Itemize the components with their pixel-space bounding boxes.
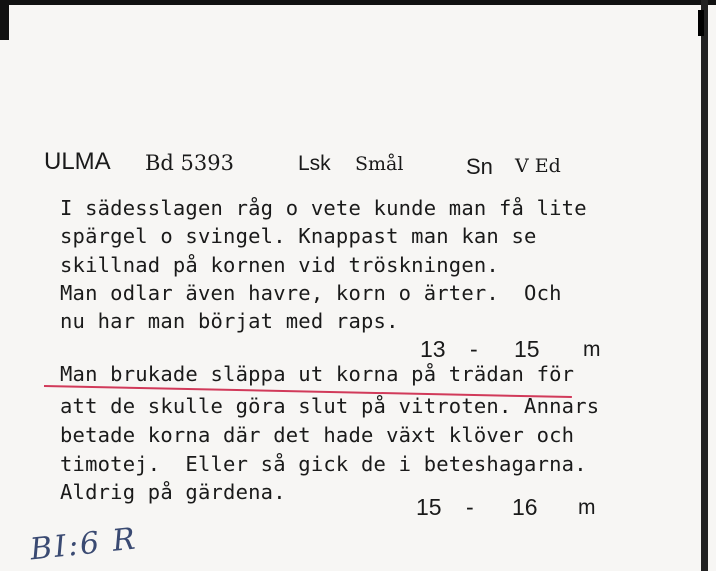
text-line: skillnad på kornen vid tröskningen. — [60, 253, 499, 277]
landskap-value: Smål — [355, 153, 404, 175]
archive-code: ULMA — [44, 148, 111, 175]
range-end: 16 — [512, 494, 538, 520]
card-right-edge — [701, 0, 708, 571]
range-start: 13 — [420, 336, 446, 362]
text-line: att de skulle göra slut på vitroten. Annars — [60, 394, 600, 418]
socken-value: V Ed — [515, 155, 561, 177]
card-left-edge — [0, 0, 9, 40]
range-start: 15 — [416, 494, 442, 520]
text-line: nu har man börjat med raps. — [60, 309, 399, 333]
landskap-label: Lsk — [298, 152, 331, 175]
text-line: timotej. Eller så gick de i beteshagarna. — [60, 452, 587, 476]
text-line: I sädesslagen råg o vete kunde man få lite — [60, 196, 587, 220]
text-line: Man odlar även havre, korn o ärter. Och — [60, 281, 562, 305]
range-unit: m — [578, 496, 596, 519]
text-line: betade korna där det hade växt klöver och — [60, 423, 575, 447]
text-line: spärgel o svingel. Knappast man kan se — [60, 224, 537, 248]
pencil-signum: BI:6 R — [28, 521, 139, 568]
socken-label: Sn — [466, 154, 493, 179]
text-line: Man brukade släppa ut korna på trädan för — [60, 362, 575, 386]
range-dash: - — [470, 336, 478, 362]
range-dash: - — [466, 494, 474, 520]
card-top-edge — [0, 0, 716, 5]
text-line: Aldrig på gärdena. — [60, 480, 286, 504]
range-unit: m — [583, 338, 601, 361]
card-right-edge-notch — [698, 10, 704, 36]
range-end: 15 — [514, 336, 540, 362]
record-number: Bd 5393 — [145, 151, 234, 175]
